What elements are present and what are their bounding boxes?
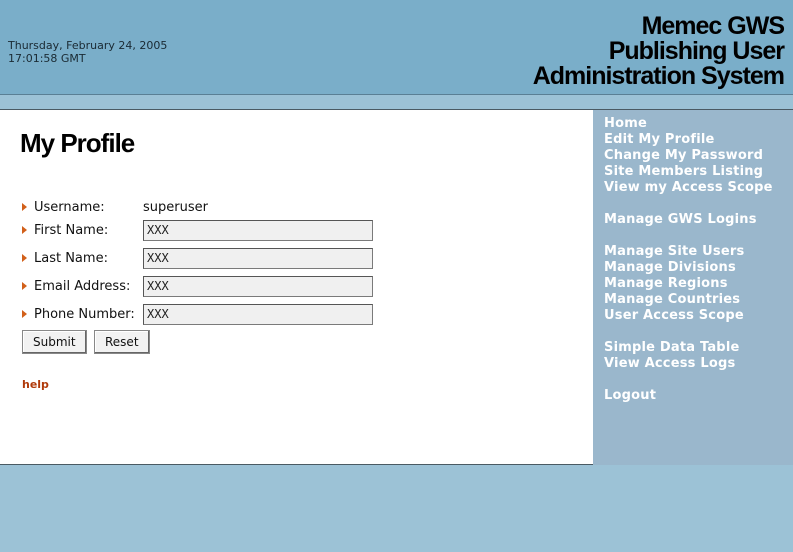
current-date: Thursday, February 24, 2005 (8, 39, 168, 52)
email-row (22, 275, 373, 297)
email-label: Email Address: (34, 278, 131, 294)
nav-list (604, 116, 773, 404)
nav-item-user-access-scope[interactable]: User Access Scope (604, 308, 744, 323)
email-input[interactable] (143, 276, 373, 297)
last-name-row (22, 247, 373, 269)
phone-row (22, 303, 373, 325)
header-sub-bar (0, 95, 793, 110)
nav-item-manage-divisions[interactable]: Manage Divisions (604, 260, 736, 275)
sidebar-nav (593, 110, 793, 465)
nav-item-manage-site-users[interactable]: Manage Site Users (604, 244, 745, 259)
arrow-bullet-icon (22, 203, 27, 211)
datetime-display (8, 39, 167, 65)
nav-spacer (604, 372, 773, 388)
page-title: My Profile (20, 128, 135, 158)
reset-button[interactable]: Reset (94, 330, 150, 354)
nav-item-simple-data-table[interactable]: Simple Data Table (604, 340, 740, 355)
last-name-input[interactable] (143, 248, 373, 269)
current-time: 17:01:58 GMT (8, 52, 86, 65)
nav-spacer (604, 196, 773, 212)
first-name-row (22, 219, 373, 241)
app-title (533, 14, 784, 89)
nav-spacer (604, 228, 773, 244)
nav-spacer (604, 324, 773, 340)
app-title-line-3: Administration System (532, 62, 784, 90)
phone-label: Phone Number: (34, 306, 135, 322)
nav-item-home[interactable]: Home (604, 116, 647, 131)
nav-item-manage-gws-logins[interactable]: Manage GWS Logins (604, 212, 757, 227)
last-name-label: Last Name: (34, 250, 108, 266)
phone-input[interactable] (143, 304, 373, 325)
username-row (22, 196, 208, 218)
help-link[interactable]: help (22, 378, 49, 391)
arrow-bullet-icon (22, 226, 27, 234)
main-content (0, 110, 593, 465)
submit-button[interactable]: Submit (22, 330, 87, 354)
arrow-bullet-icon (22, 282, 27, 290)
nav-item-logout[interactable]: Logout (604, 388, 657, 403)
app-title-line-1: Memec GWS (641, 12, 784, 40)
first-name-label: First Name: (34, 222, 109, 238)
header-bar (0, 0, 793, 95)
nav-item-change-my-password[interactable]: Change My Password (604, 148, 764, 163)
nav-item-view-access-logs[interactable]: View Access Logs (604, 356, 736, 371)
app-title-line-2: Publishing User (608, 37, 784, 65)
arrow-bullet-icon (22, 310, 27, 318)
nav-item-edit-my-profile[interactable]: Edit My Profile (604, 132, 715, 147)
arrow-bullet-icon (22, 254, 27, 262)
nav-item-manage-regions[interactable]: Manage Regions (604, 276, 728, 291)
nav-item-site-members-listing[interactable]: Site Members Listing (604, 164, 764, 179)
nav-item-view-my-access-scope[interactable]: View my Access Scope (604, 180, 773, 195)
first-name-input[interactable] (143, 220, 373, 241)
nav-item-manage-countries[interactable]: Manage Countries (604, 292, 741, 307)
username-label: Username: (34, 199, 105, 215)
username-value: superuser (143, 199, 208, 215)
